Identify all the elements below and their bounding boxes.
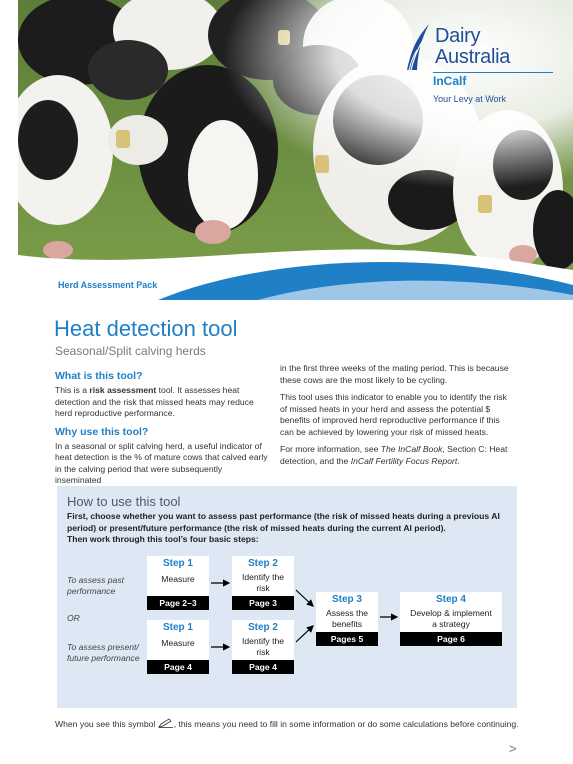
brand-name-line2: Australia <box>435 46 511 68</box>
step-description: Develop & implement a strategy <box>410 608 492 629</box>
step-heading: Step 3 <box>331 594 362 605</box>
why-text: In a seasonal or split calving herd, a useful indicator of heat detection is the % of mature cows that calved early in the calving period that were subsequently inseminated <box>55 440 268 485</box>
page-title: Heat detection tool <box>54 316 238 341</box>
next-page-icon[interactable]: > <box>509 741 517 756</box>
right-paragraph-1: in the first three weeks of the mating period. This is because these cows are the most likely to be cycling. <box>280 363 509 385</box>
right-paragraph-2: This tool uses this indicator to enable you to identify the risk of missed heats in your herd and assess the potential $ benefits of improved herd reproductive performance if this can be achieved by lowering your risk of missed heats. <box>280 392 507 437</box>
what-text <box>55 385 270 420</box>
what-text-pre: This is a <box>55 385 90 395</box>
footer-pre: When you see this symbol <box>55 719 156 729</box>
step-page-ref: Page 2–3 <box>147 596 209 610</box>
dairy-australia-logo-icon <box>405 22 431 72</box>
brand-divider <box>433 72 553 73</box>
ref-book: The InCalf Book <box>380 444 443 454</box>
step-description: Assess the benefits <box>325 608 369 629</box>
row-label-present: To assess present/ future performance <box>67 642 140 663</box>
why-heading: Why use this tool? <box>55 425 149 438</box>
pack-label: Herd Assessment Pack <box>58 280 158 290</box>
step-page-ref: Page 3 <box>232 596 294 610</box>
step-page-ref: Page 6 <box>400 632 502 646</box>
step-description: Identify the risk <box>241 572 285 593</box>
flow-arrows <box>57 486 517 708</box>
row-label-past: To assess past performance <box>67 575 125 596</box>
program-name: InCalf <box>433 74 467 88</box>
arrow-right-icon <box>296 626 313 642</box>
what-text-post: tool. It assesses heat detection and the risk that missed heats may reduce herd reproductive performance. <box>55 385 254 418</box>
page-subtitle: Seasonal/Split calving herds <box>55 344 206 358</box>
row-label-or: OR <box>67 613 80 623</box>
how-to-intro-text: First, choose whether you want to assess past performance (the risk of missed heats during a previous AI period) or present/future performance (the risk of missed heats during the current AI period). <box>67 511 500 533</box>
step-heading: Step 2 <box>247 622 278 633</box>
step-page-ref: Page 4 <box>147 660 209 674</box>
step-heading: Step 1 <box>162 622 193 633</box>
brand-tagline: Your Levy at Work <box>433 94 507 104</box>
step-page-ref: Page 4 <box>232 660 294 674</box>
what-heading: What is this tool? <box>55 370 143 382</box>
brand-name-line1: Dairy <box>435 25 481 47</box>
ref-pre: For more information, see <box>280 444 381 454</box>
step-heading: Step 1 <box>162 558 193 569</box>
how-to-title: How to use this tool <box>67 494 181 509</box>
arrow-right-icon <box>296 590 313 606</box>
right-column <box>280 363 510 473</box>
step-heading: Step 4 <box>435 594 466 605</box>
ref-report: InCalf Fertility Focus Report <box>350 455 458 466</box>
step-description: Measure <box>161 638 195 648</box>
step-description: Identify the risk <box>241 636 285 657</box>
footer-note <box>55 718 519 729</box>
ref-mid: , Section C: Heat detection, and the <box>280 444 508 466</box>
step-description: Measure <box>161 574 195 584</box>
step-page-ref: Pages 5 <box>316 632 378 646</box>
step-heading: Step 2 <box>247 558 278 569</box>
footer-post: , this means you need to fill in some information or do some calculations before continuing. <box>173 719 519 729</box>
brand-name <box>435 26 510 68</box>
how-to-intro-steps: Then work through this tool’s four basic steps: <box>67 534 259 544</box>
right-paragraph-3 <box>280 444 510 467</box>
pencil-icon <box>158 718 174 728</box>
what-text-bold: risk assessment <box>89 385 157 395</box>
how-to-panel <box>57 486 517 708</box>
ref-end: . <box>457 455 460 466</box>
left-column <box>55 370 270 493</box>
brand-block <box>405 22 555 112</box>
